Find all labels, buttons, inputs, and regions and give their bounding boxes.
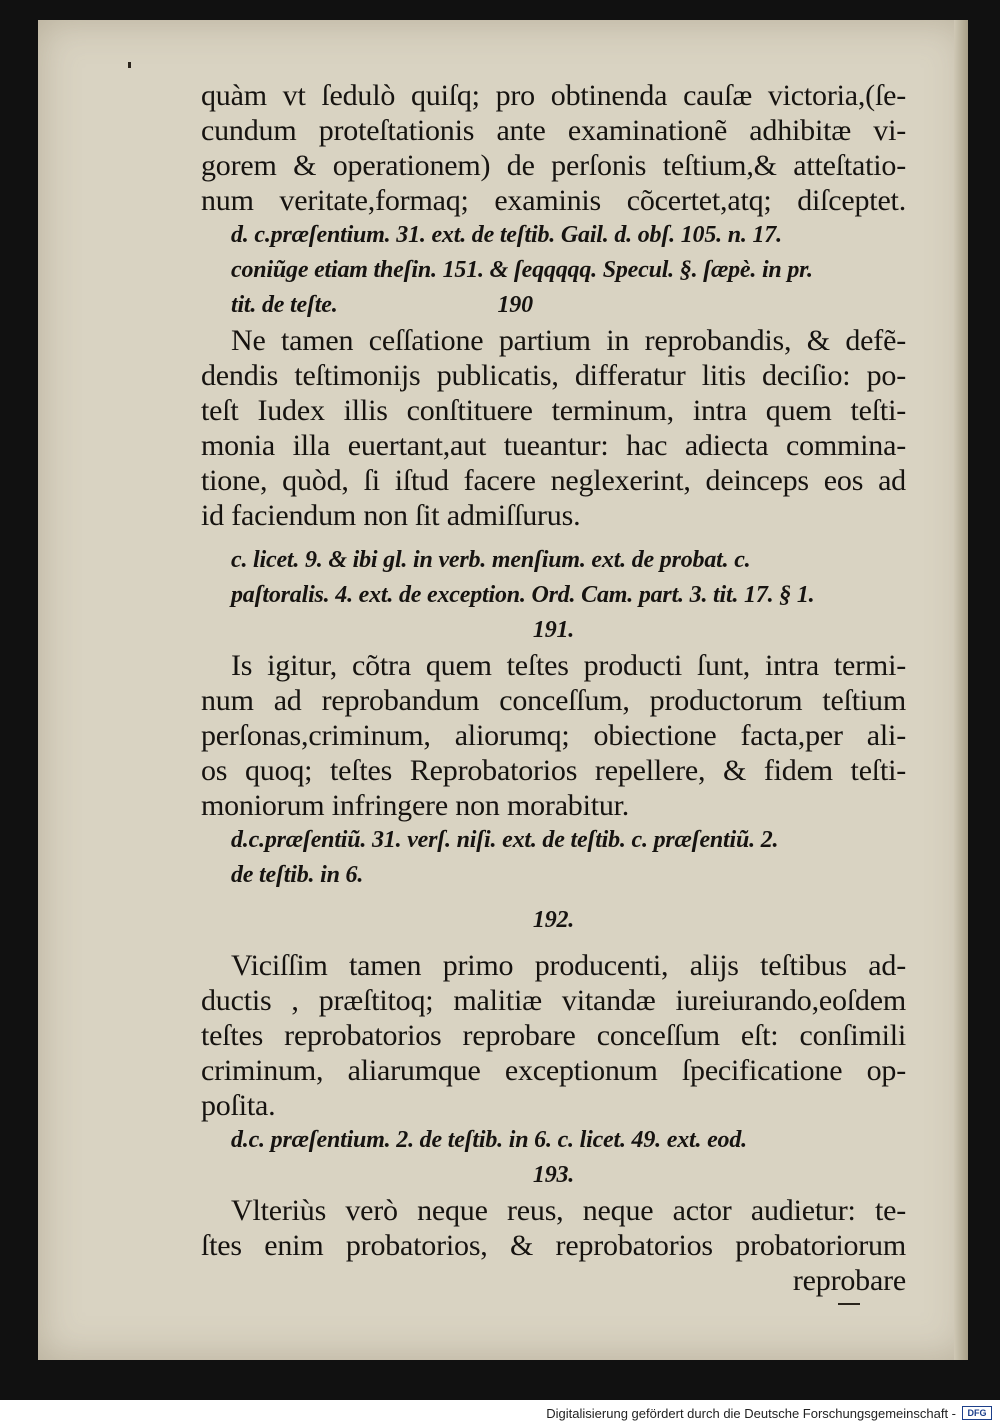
text-line: id faciendum non ſit admiſſurus.: [201, 499, 581, 532]
citation-line: d.c.præſentiũ. 31. verſ. niſi. ext. de teſtib. c. præſentiũ. 2.: [231, 827, 779, 853]
text-line: teſtes reprobatorios reprobare conceſſum eſt: conſimili: [201, 1019, 906, 1052]
footer-bar: [0, 1400, 1000, 1426]
citation-line: d. c.præſentium. 31. ext. de teſtib. Gail. d. obſ. 105. n. 17.: [231, 222, 782, 248]
dfg-logo-icon: DFG: [962, 1406, 992, 1420]
text-line: cundum proteſtationis ante examinationẽ adhibitæ vi-: [201, 114, 906, 147]
text-line: Vlteriùs verò neque reus, neque actor audietur: te-: [231, 1194, 906, 1227]
citation-line: c. licet. 9. & ibi gl. in verb. menſium. ext. de probat. c.: [231, 547, 751, 573]
section-number: 192.: [532, 907, 575, 933]
text-line: num veritate,formaq; examinis cõcertet,atq; diſceptet.: [201, 184, 906, 217]
text-line: Viciſſim tamen primo producenti, alijs teſtibus ad-: [231, 949, 906, 982]
text-line: moniorum infringere non morabitur.: [201, 789, 630, 822]
citation-line: [201, 288, 906, 323]
text-line: gorem & operationem) de perſonis teſtium,& atteſtatio-: [201, 149, 906, 182]
text-line: dendis teſtimonijs publicatis, differatur litis deciſio: po-: [201, 359, 906, 392]
ink-speck: [128, 62, 131, 68]
text-line: tione, quòd, ſi iſtud facere neglexerint, deinceps eos ad: [201, 464, 906, 497]
text-line: os quoq; teſtes Reprobatorios repellere, & fidem teſti-: [201, 754, 906, 787]
ink-speck: [838, 1303, 860, 1305]
text-line: criminum, aliarumque exceptionum ſpecificatione op-: [201, 1054, 906, 1087]
citation-line: paſtoralis. 4. ext. de exception. Ord. Cam. part. 3. tit. 17. § 1.: [231, 582, 815, 608]
text-line: poſita.: [201, 1089, 276, 1122]
page-edge: [954, 20, 968, 1360]
footer-credit: Digitalisierung gefördert durch die Deutsche Forschungsgemeinschaft -: [546, 1405, 956, 1421]
catchword: reprobare: [792, 1264, 906, 1297]
section-number: 190: [497, 292, 533, 318]
text-line: teſt Iudex illis conſtituere terminum, intra quem teſti-: [201, 394, 906, 427]
section-number: 191.: [532, 617, 575, 643]
text-line: quàm vt ſedulò quiſq; pro obtinenda cauſæ victoria,(ſe-: [201, 79, 906, 112]
text-line: perſonas,criminum, aliorumq; obiectione facta,per ali-: [201, 719, 906, 752]
page-text: [201, 78, 906, 1298]
citation-line: d.c. præſentium. 2. de teſtib. in 6. c. licet. 49. ext. eod.: [231, 1127, 747, 1153]
book-page: [38, 20, 968, 1360]
text-line: ductis , præſtitoq; malitiæ vitandæ iureiurando,eoſdem: [201, 984, 906, 1017]
text-line: Ne tamen ceſſatione partium in reprobandis, & defẽ-: [231, 324, 906, 357]
text-line: num ad reprobandum conceſſum, productorum teſtium: [201, 684, 906, 717]
section-number: 193.: [532, 1162, 575, 1188]
text-line: Is igitur, cõtra quem teſtes producti ſunt, intra termi-: [231, 649, 906, 682]
text-line: monia illa euertant,aut tueantur: hac adiecta commina-: [201, 429, 906, 462]
citation-line: coniũge etiam theſin. 151. & ſeqqqqq. Specul. §. ſæpè. in pr.: [231, 257, 813, 283]
citation-line: de teſtib. in 6.: [231, 862, 364, 888]
text-line: ſtes enim probatorios, & reprobatorios probatoriorum: [201, 1229, 906, 1262]
citation-text: tit. de teſte.: [231, 292, 338, 318]
